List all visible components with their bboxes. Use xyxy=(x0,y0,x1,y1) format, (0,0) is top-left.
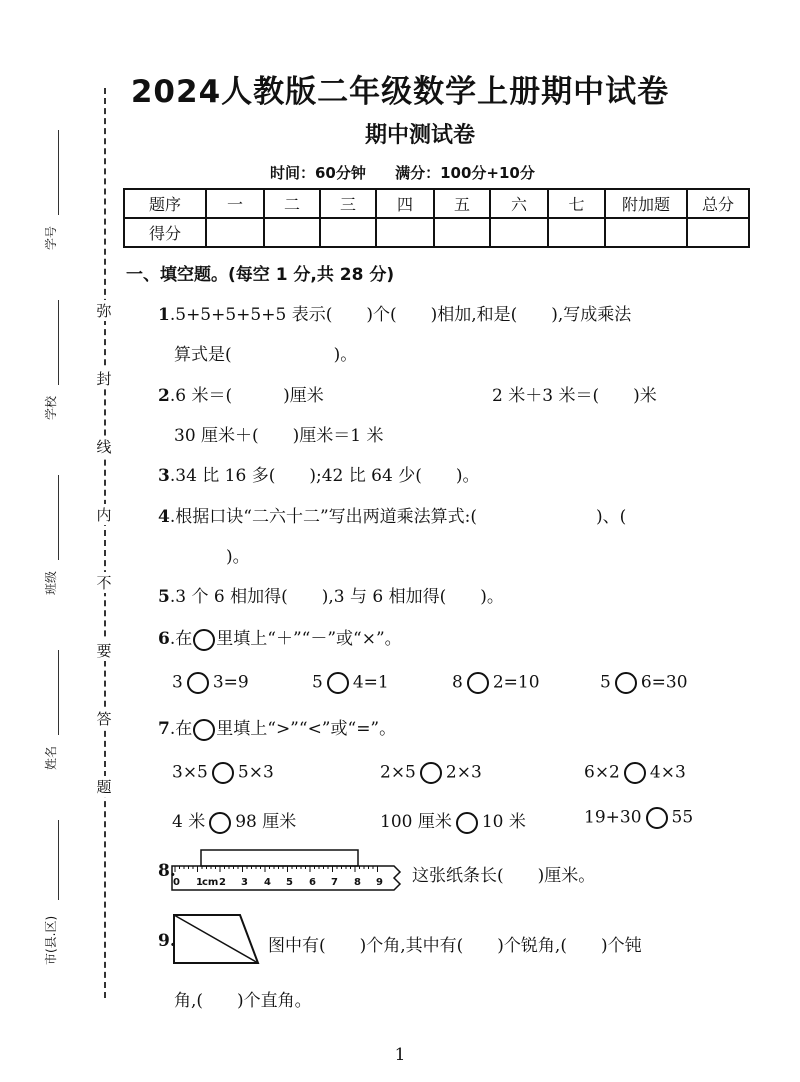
operand: 2×3 xyxy=(445,762,482,783)
seal-char: 要 xyxy=(96,642,112,660)
question-6 xyxy=(158,624,402,651)
question-1-line1 xyxy=(158,300,631,325)
seal-char: 题 xyxy=(96,778,112,796)
question-2c: 30 厘米＋( )厘米＝1 米 xyxy=(174,426,384,446)
score-header-cell: 总分 xyxy=(687,189,749,218)
score-cell[interactable] xyxy=(434,218,490,247)
question-text: .34 比 16 多( );42 比 64 少( )。 xyxy=(169,466,480,486)
operand: 98 厘米 xyxy=(235,812,297,832)
question-2a xyxy=(158,381,324,406)
ruler-label: 7 xyxy=(331,877,338,888)
question-text: .在 xyxy=(169,719,193,739)
question-8: 这张纸条长( )厘米。 xyxy=(412,866,596,886)
label-student-id: 学号 xyxy=(44,225,58,250)
question-2b: 2 米＋3 米＝( )米 xyxy=(492,386,657,406)
question-text: .3 个 6 相加得( ),3 与 6 相加得( )。 xyxy=(169,587,504,607)
q6-item xyxy=(312,672,389,694)
ruler-label: 9 xyxy=(376,877,383,888)
question-9-line2: 角,( )个直角。 xyxy=(174,991,312,1011)
operand: 2=10 xyxy=(492,672,540,693)
operand: 100 厘米 xyxy=(380,812,452,832)
q7-item xyxy=(584,762,686,784)
seal-char: 不 xyxy=(96,574,112,592)
ruler-label: 6 xyxy=(309,877,316,888)
question-number: 4 xyxy=(158,507,170,527)
q6-item xyxy=(452,672,540,694)
ruler-figure xyxy=(170,848,406,894)
score-header-cell: 五 xyxy=(434,189,490,218)
question-number: 7 xyxy=(158,719,170,739)
diagonal-line xyxy=(174,915,258,963)
question-number: 6 xyxy=(158,629,170,649)
seal-char: 答 xyxy=(96,710,112,728)
answer-circle[interactable] xyxy=(327,672,349,694)
ruler-unit: cm xyxy=(202,877,219,888)
score-header-cell: 附加题 xyxy=(605,189,687,218)
question-text: .6 米＝( )厘米 xyxy=(169,386,324,406)
operand: 6×2 xyxy=(584,762,620,783)
score-header-cell: 三 xyxy=(320,189,376,218)
ruler-label: 2 xyxy=(219,877,226,888)
q6-item xyxy=(172,672,249,694)
q7-item xyxy=(172,807,296,834)
operand: 8 xyxy=(452,672,463,693)
answer-circle[interactable] xyxy=(212,762,234,784)
operand: 19+30 xyxy=(584,807,642,828)
q7-item xyxy=(584,807,693,829)
operand: 5 xyxy=(312,672,323,693)
score-cell[interactable] xyxy=(490,218,548,247)
operand: 4×3 xyxy=(649,762,686,783)
field-line-name[interactable] xyxy=(58,650,59,735)
seal-char: 封 xyxy=(96,370,112,388)
question-text: .根据口诀“二六十二”写出两道乘法算式:( )、( xyxy=(169,507,627,527)
question-text: .5+5+5+5+5 表示( )个( )相加,和是( ),写成乘法 xyxy=(169,305,632,325)
question-dot: . xyxy=(169,861,176,881)
question-number: 2 xyxy=(158,386,170,406)
score-cell[interactable] xyxy=(376,218,434,247)
quadrilateral-figure xyxy=(170,912,262,966)
question-4-line1 xyxy=(158,502,626,527)
question-dot: . xyxy=(169,931,176,951)
ruler-ticks xyxy=(175,866,378,872)
seal-char: 弥 xyxy=(96,302,112,320)
operand: 5 xyxy=(600,672,611,693)
question-text: 里填上“>”“<”或“=”。 xyxy=(216,719,397,739)
score-cell[interactable] xyxy=(687,218,749,247)
operand: 3 xyxy=(172,672,183,693)
operand: 4 米 xyxy=(172,812,206,832)
operand: 2×5 xyxy=(380,762,416,783)
page-title: 2024人教版二年级数学上册期中试卷 xyxy=(130,74,670,110)
question-text: 里填上“＋”“－”或“×”。 xyxy=(216,629,402,649)
score-header-cell: 四 xyxy=(376,189,434,218)
answer-circle[interactable] xyxy=(646,807,668,829)
circle-blank-icon xyxy=(193,629,215,651)
binding-dashed-line xyxy=(104,88,106,998)
field-line-class[interactable] xyxy=(58,475,59,560)
field-line-school[interactable] xyxy=(58,300,59,385)
question-number: 5 xyxy=(158,587,170,607)
label-school: 学校 xyxy=(44,395,58,420)
ruler-label: 3 xyxy=(241,877,248,888)
operand: 4=1 xyxy=(352,672,389,693)
operand: 5×3 xyxy=(237,762,274,783)
q7-item xyxy=(380,762,482,784)
ruler-label: 0 xyxy=(173,877,180,888)
question-9-line1: 图中有( )个角,其中有( )个锐角,( )个钝 xyxy=(268,936,642,956)
score-header-cell: 二 xyxy=(264,189,320,218)
seal-char: 线 xyxy=(96,438,112,456)
field-line-district[interactable] xyxy=(58,820,59,900)
score-row-label: 得分 xyxy=(124,218,206,247)
score-header-cell: 题序 xyxy=(124,189,206,218)
circle-blank-icon xyxy=(193,719,215,741)
paper-strip xyxy=(201,850,358,866)
question-number: 1 xyxy=(158,305,170,325)
ruler-label: 4 xyxy=(264,877,271,888)
page-subtitle: 期中测试卷 xyxy=(364,123,475,148)
score-cell[interactable] xyxy=(264,218,320,247)
question-number: 9 xyxy=(158,931,170,951)
operand: 10 米 xyxy=(481,812,526,832)
label-class: 班级 xyxy=(44,570,58,595)
exam-meta xyxy=(270,162,559,183)
question-1-line2: 算式是( )。 xyxy=(174,345,358,365)
answer-circle[interactable] xyxy=(615,672,637,694)
page-number: 1 xyxy=(394,1045,406,1065)
score-cell[interactable] xyxy=(320,218,376,247)
score-header-row xyxy=(124,189,749,218)
answer-circle[interactable] xyxy=(209,812,231,834)
question-7 xyxy=(158,714,396,741)
answer-circle[interactable] xyxy=(187,672,209,694)
operand: 55 xyxy=(671,807,694,828)
question-number: 3 xyxy=(158,466,170,486)
score-table xyxy=(123,188,750,248)
ruler-label: 5 xyxy=(286,877,293,888)
score-row xyxy=(124,218,749,247)
score-header-cell: 六 xyxy=(490,189,548,218)
ruler-label: 8 xyxy=(354,877,361,888)
q7-item xyxy=(172,762,274,784)
section-heading: 一、填空题。(每空 1 分,共 28 分) xyxy=(126,265,395,285)
label-name: 姓名 xyxy=(44,745,58,770)
question-number: 8 xyxy=(158,861,170,881)
answer-circle[interactable] xyxy=(420,762,442,784)
score-cell[interactable] xyxy=(605,218,687,247)
question-4-line2: )。 xyxy=(226,547,250,567)
exam-time: 时间：60分钟 xyxy=(270,164,366,182)
operand: 3×5 xyxy=(172,762,208,783)
question-3 xyxy=(158,461,479,486)
question-text: .在 xyxy=(169,629,193,649)
operand: 3=9 xyxy=(212,672,249,693)
question-5 xyxy=(158,582,504,607)
exam-full-score: 满分：100分+10分 xyxy=(395,164,535,182)
score-header-cell: 一 xyxy=(206,189,264,218)
ruler-label: 1 xyxy=(196,877,203,888)
q6-item xyxy=(600,672,688,694)
score-cell[interactable] xyxy=(206,218,264,247)
q7-item xyxy=(380,807,526,834)
operand: 6=30 xyxy=(640,672,688,693)
score-header-cell: 七 xyxy=(548,189,605,218)
answer-circle[interactable] xyxy=(624,762,646,784)
label-district: 市(县.区) xyxy=(44,915,58,965)
answer-circle[interactable] xyxy=(456,812,478,834)
answer-circle[interactable] xyxy=(467,672,489,694)
seal-char: 内 xyxy=(96,506,112,524)
score-cell[interactable] xyxy=(548,218,605,247)
